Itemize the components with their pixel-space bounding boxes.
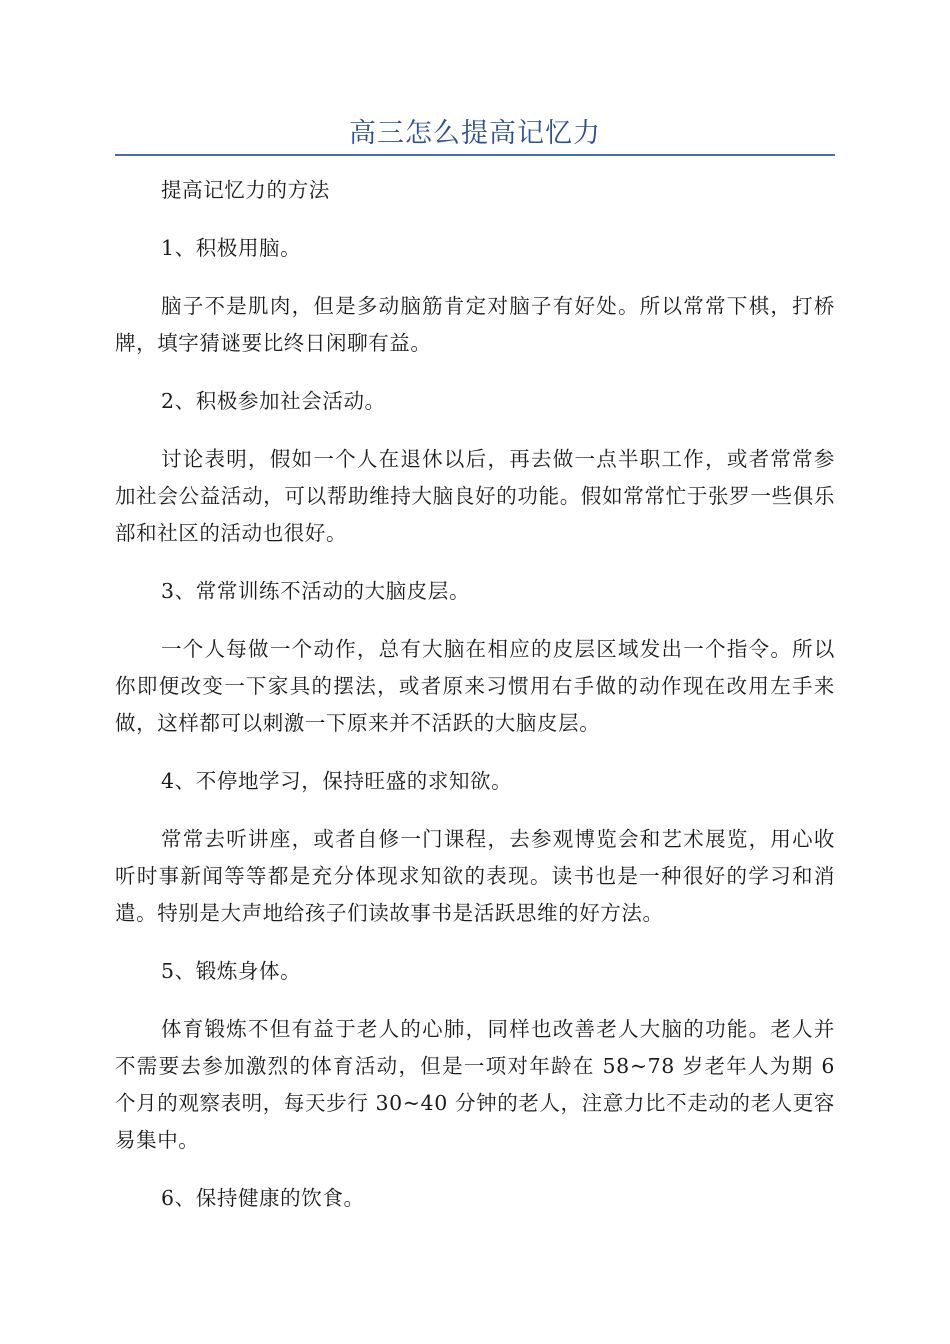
list-item-heading-3: 3、常常训练不活动的大脑皮层。 (161, 579, 471, 603)
page-title: 高三怎么提高记忆力 (349, 118, 601, 149)
title-underline-divider (115, 154, 835, 156)
list-item-heading-1: 1、积极用脑。 (161, 236, 302, 260)
document-body (115, 172, 835, 1238)
list-item-heading-4: 4、不停地学习，保持旺盛的求知欲。 (161, 769, 513, 793)
paragraph-5: 体育锻炼不但有益于老人的心肺，同样也改善老人大脑的功能。老人并不需要去参加激烈的体育活动，但是一项对年龄在 58~78 岁老年人为期 6 个月的观察表明，每天步行 30~40 分钟的老人，注意力比不走动的老人更容易集中。 (115, 1017, 835, 1152)
paragraph-1: 脑子不是肌肉，但是多动脑筋肯定对脑子有好处。所以常常下棋，打桥牌，填字猜谜要比终日闲聊有益。 (115, 294, 835, 355)
list-item-heading-5: 5、锻炼身体。 (161, 959, 302, 983)
paragraph-4: 常常去听讲座，或者自修一门课程，去参观博览会和艺术展览，用心收听时事新闻等等都是充分体现求知欲的表现。读书也是一种很好的学习和消遣。特别是大声地给孩子们读故事书是活跃思维的好方法。 (115, 827, 835, 925)
paragraph-3: 一个人每做一个动作，总有大脑在相应的皮层区域发出一个指令。所以你即便改变一下家具的摆法，或者原来习惯用右手做的动作现在改用左手来做，这样都可以刺激一下原来并不活跃的大脑皮层。 (115, 637, 835, 735)
list-item-heading-6: 6、保持健康的饮食。 (161, 1186, 365, 1210)
section-heading-methods: 提高记忆力的方法 (161, 178, 330, 202)
paragraph-2: 讨论表明，假如一个人在退休以后，再去做一点半职工作，或者常常参加社会公益活动，可以帮助维持大脑良好的功能。假如常常忙于张罗一些俱乐部和社区的活动也很好。 (115, 447, 835, 545)
list-item-heading-2: 2、积极参加社会活动。 (161, 389, 386, 413)
